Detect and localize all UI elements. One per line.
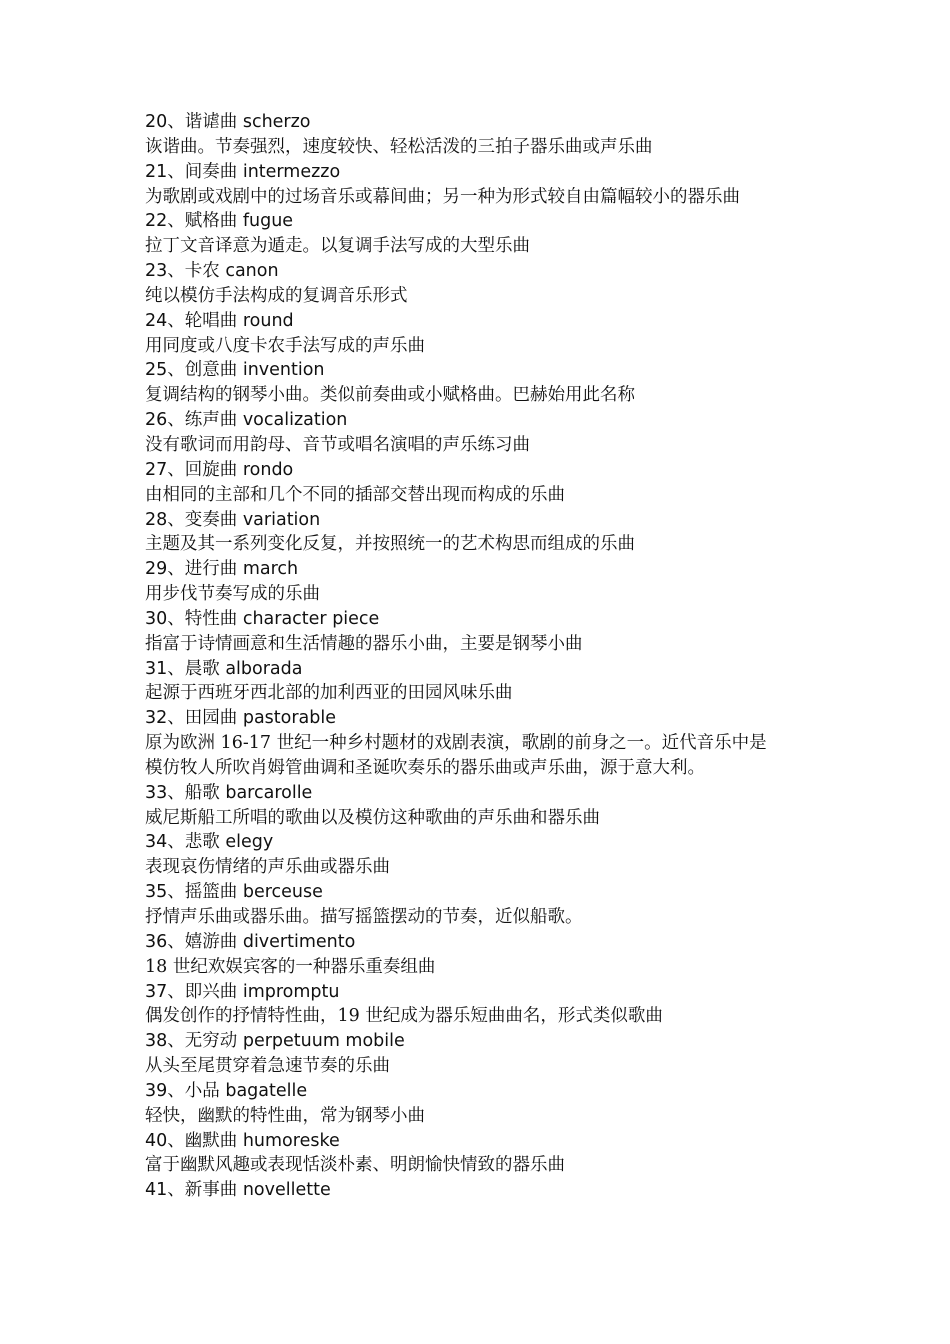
term-heading: 32、田园曲 pastorable: [145, 708, 337, 729]
term-heading: 22、赋格曲 fugue: [145, 211, 294, 232]
term-heading: 33、船歌 barcarolle: [145, 782, 313, 803]
term-heading: 29、进行曲 march: [145, 559, 299, 580]
term-heading: 26、练声曲 vocalization: [145, 410, 348, 431]
term-heading: 23、卡农 canon: [145, 261, 279, 282]
term-heading: 34、悲歌 elegy: [145, 832, 274, 853]
term-heading: 30、特性曲 character piece: [145, 608, 380, 629]
term-description: 用步伐节奏写成的乐曲: [145, 584, 320, 605]
term-description: 由相同的主部和几个不同的插部交替出现而构成的乐曲: [145, 484, 565, 505]
term-description: 从头至尾贯穿着急速节奏的乐曲: [145, 1056, 390, 1077]
term-description: 威尼斯船工所唱的歌曲以及模仿这种歌曲的声乐曲和器乐曲: [145, 807, 600, 828]
term-heading: 28、变奏曲 variation: [145, 509, 321, 530]
term-heading: 35、摇篮曲 berceuse: [145, 882, 323, 903]
term-description: 主题及其一系列变化反复，并按照统一的艺术构思而组成的乐曲: [145, 534, 635, 555]
term-description: 为歌剧或戏剧中的过场音乐或幕间曲；另一种为形式较自由篇幅较小的器乐曲: [145, 186, 740, 207]
term-description: 诙谐曲。节奏强烈，速度较快、轻松活泼的三拍子器乐曲或声乐曲: [145, 136, 653, 157]
term-description: 原为欧洲 16-17 世纪一种乡村题材的戏剧表演，歌剧的前身之一。近代音乐中是: [145, 733, 767, 754]
term-heading: 21、间奏曲 intermezzo: [145, 161, 341, 182]
term-description: 富于幽默风趣或表现恬淡朴素、明朗愉快情致的器乐曲: [145, 1155, 565, 1176]
term-heading: 40、幽默曲 humoreske: [145, 1130, 340, 1151]
term-description: 纯以模仿手法构成的复调音乐形式: [145, 285, 408, 306]
term-description: 没有歌词而用韵母、音节或唱名演唱的声乐练习曲: [145, 434, 530, 455]
term-heading: 38、无穷动 perpetuum mobile: [145, 1031, 405, 1052]
term-description: 抒情声乐曲或器乐曲。描写摇篮摆动的节奏，近似船歌。: [145, 907, 583, 927]
term-heading: 20、谐谑曲 scherzo: [145, 112, 311, 132]
term-description: 复调结构的钢琴小曲。类似前奏曲或小赋格曲。巴赫始用此名称: [145, 385, 635, 406]
term-heading: 37、即兴曲 impromptu: [145, 981, 340, 1002]
term-heading: 36、嬉游曲 divertimento: [145, 931, 356, 952]
term-description: 指富于诗情画意和生活情趣的器乐小曲，主要是钢琴小曲: [145, 633, 583, 654]
term-description: 表现哀伤情绪的声乐曲或器乐曲: [145, 857, 390, 878]
term-description: 偶发创作的抒情特性曲，19 世纪成为器乐短曲曲名，形式类似歌曲: [145, 1006, 663, 1027]
term-heading: 24、轮唱曲 round: [145, 310, 294, 331]
term-heading: 31、晨歌 alborada: [145, 658, 303, 679]
term-description: 用同度或八度卡农手法写成的声乐曲: [145, 335, 425, 356]
term-heading: 39、小品 bagatelle: [145, 1080, 308, 1101]
term-description: 轻快，幽默的特性曲，常为钢琴小曲: [145, 1105, 425, 1126]
document-body: [145, 110, 825, 1203]
term-heading: 25、创意曲 invention: [145, 360, 325, 381]
term-heading: 41、新事曲 novellette: [145, 1180, 331, 1201]
term-heading: 27、回旋曲 rondo: [145, 459, 294, 480]
term-description: 拉丁文音译意为遁走。以复调手法写成的大型乐曲: [145, 236, 530, 257]
term-description: 起源于西班牙西北部的加利西亚的田园风味乐曲: [145, 683, 513, 704]
term-description: 模仿牧人所吹肖姆管曲调和圣诞吹奏乐的器乐曲或声乐曲，源于意大利。: [145, 757, 705, 778]
term-description: 18 世纪欢娱宾客的一种器乐重奏组曲: [145, 956, 436, 977]
